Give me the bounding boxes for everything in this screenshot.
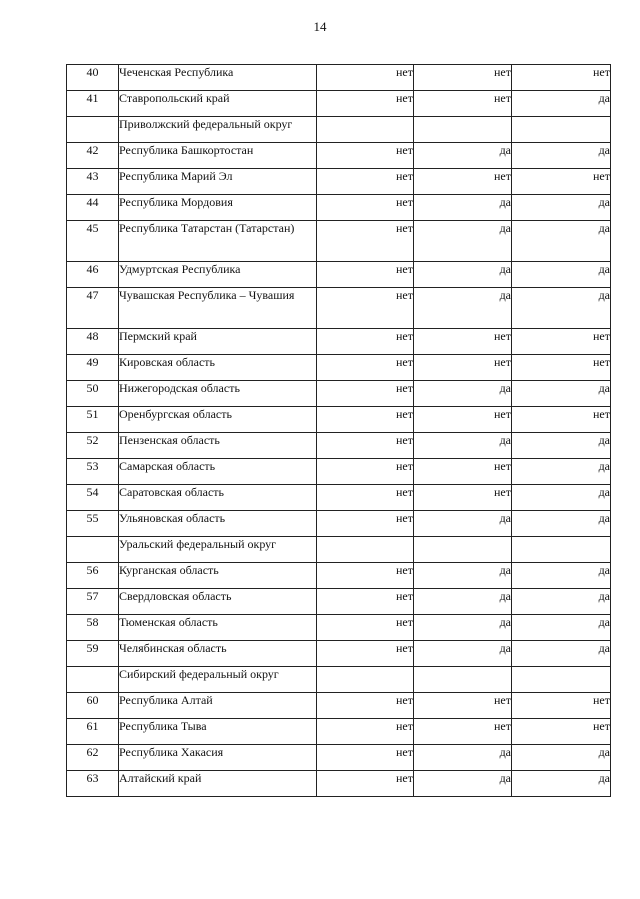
table-row — [67, 459, 611, 485]
empty-cell — [317, 667, 414, 693]
value-cell-2: нет — [414, 355, 512, 381]
region-name: Республика Тыва — [119, 719, 317, 745]
district-header-row — [67, 117, 611, 143]
region-number: 41 — [67, 91, 119, 117]
value-cell-2: да — [414, 511, 512, 537]
value-cell-1: нет — [317, 143, 414, 169]
region-number: 62 — [67, 745, 119, 771]
value-cell-2: нет — [414, 693, 512, 719]
value-cell-1: нет — [317, 355, 414, 381]
value-cell-3: нет — [512, 719, 611, 745]
table-row — [67, 485, 611, 511]
district-header-row — [67, 537, 611, 563]
region-name: Челябинская область — [119, 641, 317, 667]
value-cell-3: нет — [512, 407, 611, 433]
region-name: Ставропольский край — [119, 91, 317, 117]
value-cell-1: нет — [317, 589, 414, 615]
table-row — [67, 262, 611, 288]
value-cell-2: нет — [414, 329, 512, 355]
value-cell-2: нет — [414, 719, 512, 745]
table-row — [67, 511, 611, 537]
value-cell-3: нет — [512, 693, 611, 719]
value-cell-3: да — [512, 641, 611, 667]
region-name: Алтайский край — [119, 771, 317, 797]
table-row — [67, 615, 611, 641]
region-number: 53 — [67, 459, 119, 485]
region-number: 60 — [67, 693, 119, 719]
table-row — [67, 745, 611, 771]
table-row — [67, 771, 611, 797]
value-cell-2: нет — [414, 65, 512, 91]
region-name: Саратовская область — [119, 485, 317, 511]
district-name: Уральский федеральный округ — [119, 537, 317, 563]
table-row — [67, 693, 611, 719]
region-number: 58 — [67, 615, 119, 641]
region-number: 59 — [67, 641, 119, 667]
table-row — [67, 407, 611, 433]
value-cell-2: да — [414, 433, 512, 459]
region-name: Пензенская область — [119, 433, 317, 459]
region-name: Самарская область — [119, 459, 317, 485]
empty-cell — [512, 537, 611, 563]
table-row — [67, 288, 611, 329]
region-name: Республика Башкортостан — [119, 143, 317, 169]
value-cell-2: да — [414, 143, 512, 169]
region-number: 44 — [67, 195, 119, 221]
region-name: Ульяновская область — [119, 511, 317, 537]
table-row — [67, 433, 611, 459]
region-name: Чеченская Республика — [119, 65, 317, 91]
value-cell-1: нет — [317, 771, 414, 797]
value-cell-2: да — [414, 262, 512, 288]
regions-table-body — [67, 65, 611, 797]
value-cell-2: да — [414, 745, 512, 771]
region-number: 61 — [67, 719, 119, 745]
value-cell-1: нет — [317, 693, 414, 719]
value-cell-1: нет — [317, 221, 414, 262]
value-cell-2: да — [414, 771, 512, 797]
table-row — [67, 169, 611, 195]
value-cell-3: да — [512, 433, 611, 459]
value-cell-2: нет — [414, 485, 512, 511]
table-row — [67, 719, 611, 745]
table-row — [67, 91, 611, 117]
value-cell-3: да — [512, 91, 611, 117]
value-cell-3: нет — [512, 169, 611, 195]
value-cell-2: нет — [414, 169, 512, 195]
table-row — [67, 195, 611, 221]
empty-cell — [414, 537, 512, 563]
table-row — [67, 329, 611, 355]
empty-cell — [67, 537, 119, 563]
table-row — [67, 221, 611, 262]
value-cell-1: нет — [317, 329, 414, 355]
region-number: 42 — [67, 143, 119, 169]
value-cell-1: нет — [317, 433, 414, 459]
value-cell-1: нет — [317, 65, 414, 91]
value-cell-3: да — [512, 381, 611, 407]
value-cell-3: нет — [512, 329, 611, 355]
value-cell-3: да — [512, 615, 611, 641]
value-cell-2: да — [414, 589, 512, 615]
region-name: Республика Мордовия — [119, 195, 317, 221]
region-name: Чувашская Республика – Чувашия — [119, 288, 317, 329]
regions-table — [66, 64, 611, 797]
value-cell-2: да — [414, 615, 512, 641]
region-name: Свердловская область — [119, 589, 317, 615]
empty-cell — [317, 537, 414, 563]
region-name: Кировская область — [119, 355, 317, 381]
value-cell-3: нет — [512, 65, 611, 91]
table-row — [67, 381, 611, 407]
empty-cell — [317, 117, 414, 143]
region-number: 46 — [67, 262, 119, 288]
value-cell-3: да — [512, 143, 611, 169]
value-cell-2: да — [414, 221, 512, 262]
value-cell-1: нет — [317, 615, 414, 641]
empty-cell — [414, 117, 512, 143]
region-name: Удмуртская Республика — [119, 262, 317, 288]
district-name: Сибирский федеральный округ — [119, 667, 317, 693]
region-name: Республика Татарстан (Татарстан) — [119, 221, 317, 262]
value-cell-3: да — [512, 221, 611, 262]
region-name: Республика Марий Эл — [119, 169, 317, 195]
page-number: 14 — [313, 19, 327, 34]
region-name: Курганская область — [119, 563, 317, 589]
value-cell-2: да — [414, 641, 512, 667]
table-row — [67, 65, 611, 91]
region-name: Республика Алтай — [119, 693, 317, 719]
value-cell-2: да — [414, 288, 512, 329]
region-number: 47 — [67, 288, 119, 329]
value-cell-3: да — [512, 745, 611, 771]
region-number: 40 — [67, 65, 119, 91]
value-cell-2: да — [414, 563, 512, 589]
value-cell-1: нет — [317, 511, 414, 537]
empty-cell — [67, 117, 119, 143]
region-name: Пермский край — [119, 329, 317, 355]
region-number: 50 — [67, 381, 119, 407]
value-cell-1: нет — [317, 745, 414, 771]
region-number: 43 — [67, 169, 119, 195]
value-cell-2: да — [414, 381, 512, 407]
value-cell-1: нет — [317, 169, 414, 195]
value-cell-2: нет — [414, 407, 512, 433]
value-cell-3: да — [512, 563, 611, 589]
empty-cell — [512, 117, 611, 143]
value-cell-3: да — [512, 288, 611, 329]
region-number: 52 — [67, 433, 119, 459]
value-cell-1: нет — [317, 485, 414, 511]
value-cell-3: да — [512, 195, 611, 221]
value-cell-1: нет — [317, 288, 414, 329]
region-name: Оренбургская область — [119, 407, 317, 433]
table-row — [67, 143, 611, 169]
value-cell-1: нет — [317, 91, 414, 117]
empty-cell — [512, 667, 611, 693]
value-cell-1: нет — [317, 407, 414, 433]
value-cell-1: нет — [317, 641, 414, 667]
region-number: 48 — [67, 329, 119, 355]
value-cell-3: да — [512, 771, 611, 797]
table-row — [67, 641, 611, 667]
value-cell-1: нет — [317, 195, 414, 221]
value-cell-3: да — [512, 262, 611, 288]
value-cell-1: нет — [317, 563, 414, 589]
table-row — [67, 355, 611, 381]
value-cell-2: нет — [414, 91, 512, 117]
value-cell-2: нет — [414, 459, 512, 485]
value-cell-1: нет — [317, 262, 414, 288]
region-number: 54 — [67, 485, 119, 511]
region-number: 51 — [67, 407, 119, 433]
region-number: 63 — [67, 771, 119, 797]
value-cell-2: да — [414, 195, 512, 221]
empty-cell — [414, 667, 512, 693]
value-cell-1: нет — [317, 719, 414, 745]
region-name: Республика Хакасия — [119, 745, 317, 771]
region-name: Тюменская область — [119, 615, 317, 641]
empty-cell — [67, 667, 119, 693]
value-cell-3: да — [512, 589, 611, 615]
region-number: 57 — [67, 589, 119, 615]
value-cell-1: нет — [317, 459, 414, 485]
table-row — [67, 563, 611, 589]
value-cell-3: нет — [512, 355, 611, 381]
region-number: 45 — [67, 221, 119, 262]
value-cell-1: нет — [317, 381, 414, 407]
value-cell-3: да — [512, 485, 611, 511]
district-header-row — [67, 667, 611, 693]
value-cell-3: да — [512, 459, 611, 485]
table-row — [67, 589, 611, 615]
district-name: Приволжский федеральный округ — [119, 117, 317, 143]
region-number: 56 — [67, 563, 119, 589]
region-number: 49 — [67, 355, 119, 381]
value-cell-3: да — [512, 511, 611, 537]
region-name: Нижегородская область — [119, 381, 317, 407]
region-number: 55 — [67, 511, 119, 537]
